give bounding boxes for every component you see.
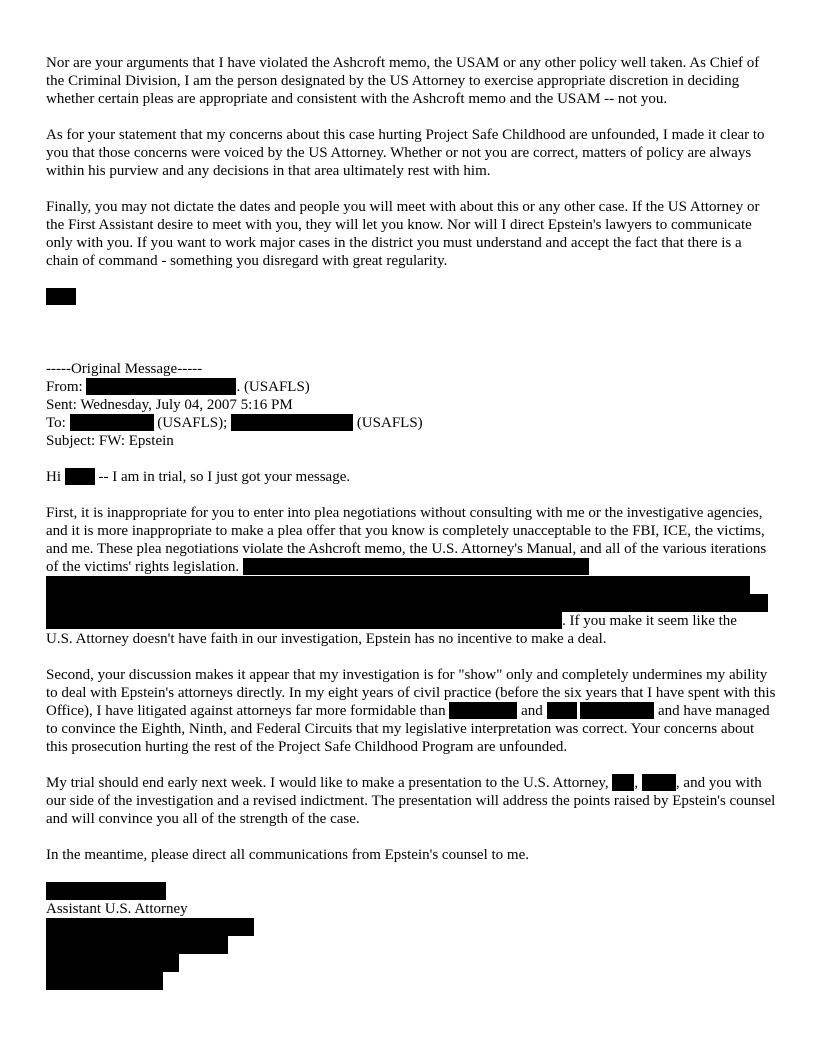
- redaction-block: [46, 882, 166, 900]
- to-label: To:: [46, 415, 66, 431]
- to-line: [46, 414, 776, 432]
- second-paragraph-and: and: [517, 703, 547, 719]
- original-message-separator: -----Original Message-----: [46, 361, 203, 377]
- first-paragraph: [46, 504, 776, 648]
- signature-title: Assistant U.S. Attorney: [46, 901, 188, 917]
- redaction-block: [243, 558, 589, 575]
- from-label: From:: [46, 379, 83, 395]
- redaction-block: [46, 954, 179, 972]
- third-paragraph-b: , and you with our side of the investigation and a revised indictment. The presentation will address the points raised by Epstein's counsel and will convince you all of the strength of the case.: [46, 775, 776, 827]
- third-paragraph-comma: ,: [634, 775, 639, 791]
- redaction-block: [547, 702, 577, 719]
- from-suffix: . (USAFLS): [236, 379, 310, 395]
- fourth-paragraph: In the meantime, please direct all communications from Epstein's counsel to me.: [46, 847, 529, 863]
- second-paragraph-b: and have managed to convince the Eighth, Ninth, and Federal Circuits that my legislative interpretation was correct. Your concerns about this prosecution hurting the rest of the Project Safe Childhood Program are unfounded.: [46, 703, 770, 755]
- redaction-block: [231, 414, 353, 431]
- greeting-prefix: Hi: [46, 469, 61, 485]
- third-paragraph: [46, 774, 776, 828]
- redaction-block: [86, 378, 236, 395]
- redaction-block: [642, 774, 676, 791]
- redaction-block: [46, 918, 254, 936]
- redaction-block: [580, 702, 654, 719]
- signature-block: [46, 882, 776, 990]
- reply-signature-redaction: [46, 288, 776, 306]
- subject-line: Subject: FW: Epstein: [46, 433, 174, 449]
- sent-line: Sent: Wednesday, July 04, 2007 5:16 PM: [46, 397, 293, 413]
- greeting-line: [46, 468, 776, 486]
- third-paragraph-a: My trial should end early next week. I would like to make a presentation to the U.S. Attorney,: [46, 775, 609, 791]
- redaction-block: [65, 468, 95, 485]
- first-paragraph-tail: . If you make it seem like the: [562, 613, 737, 629]
- greeting-suffix: -- I am in trial, so I just got your message.: [94, 469, 351, 485]
- redaction-block: [70, 414, 154, 431]
- reply-paragraph-1: Nor are your arguments that I have violated the Ashcroft memo, the USAM or any other policy well taken. As Chief of the Criminal Division, I am the person designated by the US Attorney to exercise appropriate discretion in deciding whether certain pleas are appropriate and consistent with the Ashcroft memo and the USAM -- not you.: [46, 55, 760, 107]
- second-paragraph: [46, 666, 776, 756]
- from-line: [46, 378, 776, 396]
- first-paragraph-end: U.S. Attorney doesn't have faith in our investigation, Epstein has no incentive to make a deal.: [46, 631, 607, 647]
- redaction-block: [46, 594, 768, 612]
- redaction-block: [46, 936, 228, 954]
- redaction-block: [46, 612, 562, 629]
- first-paragraph-text: First, it is inappropriate for you to enter into plea negotiations without consulting with me or the investigative agencies, and it is more inappropriate to make a plea offer that you know is completely unacceptable to the FBI, ICE, the victims, and me. These plea negotiations violate the Ashcroft memo, the U.S. Attorney's Manual, and all of the various iterations of the victims' rights legislation.: [46, 505, 767, 575]
- redaction-block: [46, 576, 750, 594]
- second-paragraph-a: Second, your discussion makes it appear that my investigation is for "show" only and completely undermines my ability to deal with Epstein's attorneys directly. In my eight years of civil practice (before the six years that I have spent with this Office), I have litigated against attorneys far more formidable than: [46, 667, 776, 719]
- to-suffix: (USAFLS): [353, 415, 423, 431]
- to-mid: (USAFLS);: [153, 415, 228, 431]
- reply-paragraph-3: Finally, you may not dictate the dates and people you will meet with about this or any other case. If the US Attorney or the First Assistant desire to meet with you, they will let you know. Nor will I direct Epstein's lawyers to communicate only with you. If you want to work major cases in the district you must understand and accept the fact that there is a chain of command - something you disregard with great regularity.: [46, 199, 760, 269]
- redaction-block: [46, 288, 76, 305]
- reply-paragraph-2: As for your statement that my concerns about this case hurting Project Safe Childhood are unfounded, I made it clear to you that those concerns were voiced by the US Attorney. Whether or not you are correct, matters of policy are always within his purview and any decisions in that area ultimately rest with him.: [46, 127, 765, 179]
- document-page: [46, 54, 776, 990]
- redaction-block: [46, 972, 163, 990]
- redaction-block: [612, 774, 634, 791]
- redaction-block: [449, 702, 517, 719]
- original-message-header: [46, 360, 776, 450]
